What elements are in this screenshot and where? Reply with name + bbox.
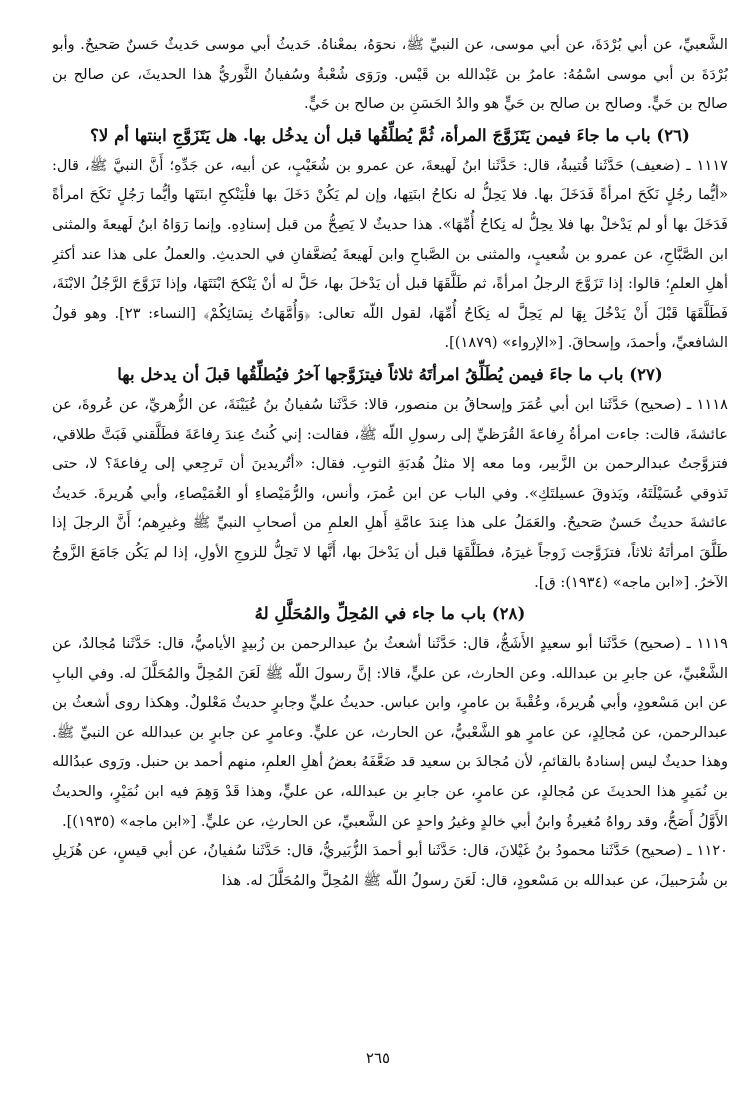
- hadith-1117: ١١١٧ ـ (ضعيف) حَدَّثَنا قُتيبةُ، قال: حَدَّثَنا ابنُ لَهيعةَ، عن عمرو بن شُعَيْبٍ، عن أبيه، عن جَدِّهِ؛ أَنَّ النبيَّ ﷺ، قال: «أيُّما رجُلٍ نَكَحَ امرأةً فَدَخَلَ بها. فلا يَحِلُّ له نكاحُ ابنَتِها، وإن لم يَكُنْ دَخَلَ بها فلْيَنْكحِ ابنَتَها وأيُّما رَجُلٍ نَكَحَ امرأةً فَدَخَلَ بها أو لم يَدْخلْ بها فلا يحِلُّ له نِكاحُ أُمِّهَا». هذا حديثٌ لا يَصِحُّ من قبل إسنادِهِ. وإنما رَوَاهُ ابنُ لَهيعةَ والمثنى ابن الصَّبَّاحِ، عن عمرو بن شُعيبٍ، والمثنى بن الصَّباحِ وابن لَهيعةَ يُضعَّفانِ في الحديثِ. والعملُ على هذا عند أكثرِ أهلِ العلمِ؛ قالوا: إذا تَزَوَّجَ الرجلُ امرأةً، ثم طَلَّقَهَا قبل أن يَدْخلَ بها، حَلَّ له أنْ يَنْكحَ ابْنَتَهَا، وإذا تَزَوَّجَ الرَّجُلُ الابْنَةَ، فَطَلَّقَهَا قَبْلَ أَنْ يَدْخُلَ بِهَا لم يَحِلَّ له نِكَاحُ أُمِّهَا، لقول اللّه تعالى: ﴿وَأُمَّهَاتُ نِسَائِكُمْ﴾ [النساء: ٢٣]. وهو قولُ الشافعيِّ، وأحمدَ، وإسحاقَ. [«الإرواء» (١٨٧٩)].: [52, 156, 728, 352]
- chapter-heading-26: (٢٦) باب ما جاءَ فيمن يَتَزَوَّجَ المرأة، ثُمَّ يُطلِّقُها قبل أن يدخُل بها. هل يَتَزَوَّجِ ابنتها أم لا؟: [90, 124, 690, 145]
- chapter-heading-28: (٢٨) باب ما جاء في المُحِلِّ والمُحَلَّلِ لهُ: [254, 603, 526, 624]
- hadith-1120: ١١٢٠ ـ (صحيح) حَدَّثَنا محمودُ بنُ غَيْلانَ، قال: حَدَّثَنا أبو أحمدَ الزُّبَيريُّ، قال: حَدَّثَنا سُفيانُ، عن أبي قيسٍ، عن هُزَيلِ بن شُرَحبيلَ، عن عبدالله بن مَسْعودٍ، قال: لَعَنَ رسولُ اللّه ﷺ المُحِلَّ والمُحَلَّلَ له. هذا: [52, 842, 728, 889]
- text-block-shabi-continuation: الشَّعبيِّ، عن أبي بُرْدَةَ، عن أبي موسى، عن النبيِّ ﷺ، نحوَهُ، بمعْناهُ. حَديثُ أبي موسى حَديثٌ حَسنٌ صَحيحٌ. وأبو بُرْدَةَ بن أبي موسى اسْمُهُ: عامرُ بن عَبْدالله بن قَيْس. ورَوَى شُعْبةُ وسُفيانُ الثَّوريُّ هذا الحديثَ، عن صالح بن صالح بن حَيٍّ. وصالح بن صالح بن حَيٍّ هو والدُ الحَسَنِ بن صالح بن حَيٍّ.: [52, 36, 728, 113]
- hadith-1118: ١١١٨ ـ (صحيح) حَدَّثَنا ابن أبي عُمَرَ وإسحاقُ بن منصور، قالا: حَدَّثَنا سُفيانُ بنُ عُيَيْنَةَ، عن الزُّهريِّ، عن عُروةَ، عن عائشةَ، قالت: جاءت امرأةُ رِفاعةَ القُرَظيِّ إلى رسولِ اللّه ﷺ، فقالت: إني كُنتُ عِندَ رِفاعَةَ فطَلَّقني فَبَتَّ طلاقي، فتزوَّجتُ عبدالرحمن بن الزَّبير، وما معه إلا مثلُ هُدبَةِ الثوبِ. فقال: «أتُريدينَ أن تَرجِعي إلى رِفاعةَ؟ لا، حتى تَذوقي عُسَيْلَتَهُ، ويَذوقَ عسيلتَكِ». وفي الباب عن ابن عُمرَ، وأنس، والرُّمَيْصاءِ أو الغُمَيْصاءِ، وأبي هُريرةَ. حَديثُ عائشةَ حديثٌ حَسنٌ صَحيحٌ. والعَمَلُ على هذا عِندَ عامَّةِ أَهلِ العلمِ من أصحابِ النبيِّ ﷺ وغيرِهم؛ أَنَّ الرجلَ إذا طَلَّقَ امرأتَهُ ثلاثاً، فتزَوَّجت زَوجاً غيرَهُ، فطَلَّقَهَا قبل أن يَدْخلَ بها، أَنَّها لا تَحِلُّ للزوجِ الأولِ، إذا لم يَكُن جَامَعَ الزَّوجُ الآخرُ. [«ابن ماجه» (١٩٣٤): ق].: [52, 395, 728, 591]
- page-number: ٢٦٥: [365, 1049, 391, 1067]
- chapter-heading-27: (٢٧) باب ما جاءَ فيمن يُطَلِّقُ امرأتَهُ ثلاثاً فيتزَوَّجها آخرُ فيُطلِّقُها قبلَ أن يدخل بها: [117, 363, 663, 384]
- hadith-1119: ١١١٩ ـ (صحيح) حَدَّثَنا أبو سعيدٍ الأَشَجُّ، قال: حَدَّثَنا أشعثُ بنُ عبدالرحمن بن زُبيدٍ الأياميُّ، قال: حَدَّثَنا مُجالدٌ، عن الشَّعْبيِّ، عن جابرِ بن عبدالله. وعن الحارث، عن عليٍّ، قالا: إنَّ رسولَ اللّه ﷺ لَعَنَ المُحِلَّ والمُحَلَّلَ له. وفي البابِ عن ابن مَسْعودٍ، وأبي هُريرةَ، وعُقْبةَ بن عامرٍ، وابن عباس. حديثُ عليٍّ وجابرٍ حديثٌ مَعْلولٌ. وهكذا روى أشعثُ بن عبدالرحمن، عن مُجالِدٍ، عن عامرٍ هو الشَّعْبيُّ، عن الحارث، عن عليٍّ. وعامرٍ عن جابرٍ بن عبدالله عن النبيِّ ﷺ. وهذا حديثٌ ليس إسنادهُ بالقائمِ، لأن مُجالدَ بن سعيد قد ضَعَّفَهُ بعضُ أهلِ العلمِ، منهم أحمد بن حنبل. ورَوى عبدُالله بن نُمَيرٍ هذا الحديثَ عن مُجالدٍ، عن عامرٍ، عن جابرِ بن عبدالله، عن عليٍّ، وهذا قَدْ وَهِمَ فيه ابن نُمَيْرٍ، والحديثُ الأَوَّلُ أَصَحُّ، وقد رواهُ مُغيرةُ وابنُ أبي خالدٍ وغيرُ واحدٍ عن الشَّعبيِّ، عن الحارثِ، عن عليٍّ. [«ابن ماجه» (١٩٣٥)].: [52, 635, 728, 830]
- document-page: [52, 30, 728, 1065]
